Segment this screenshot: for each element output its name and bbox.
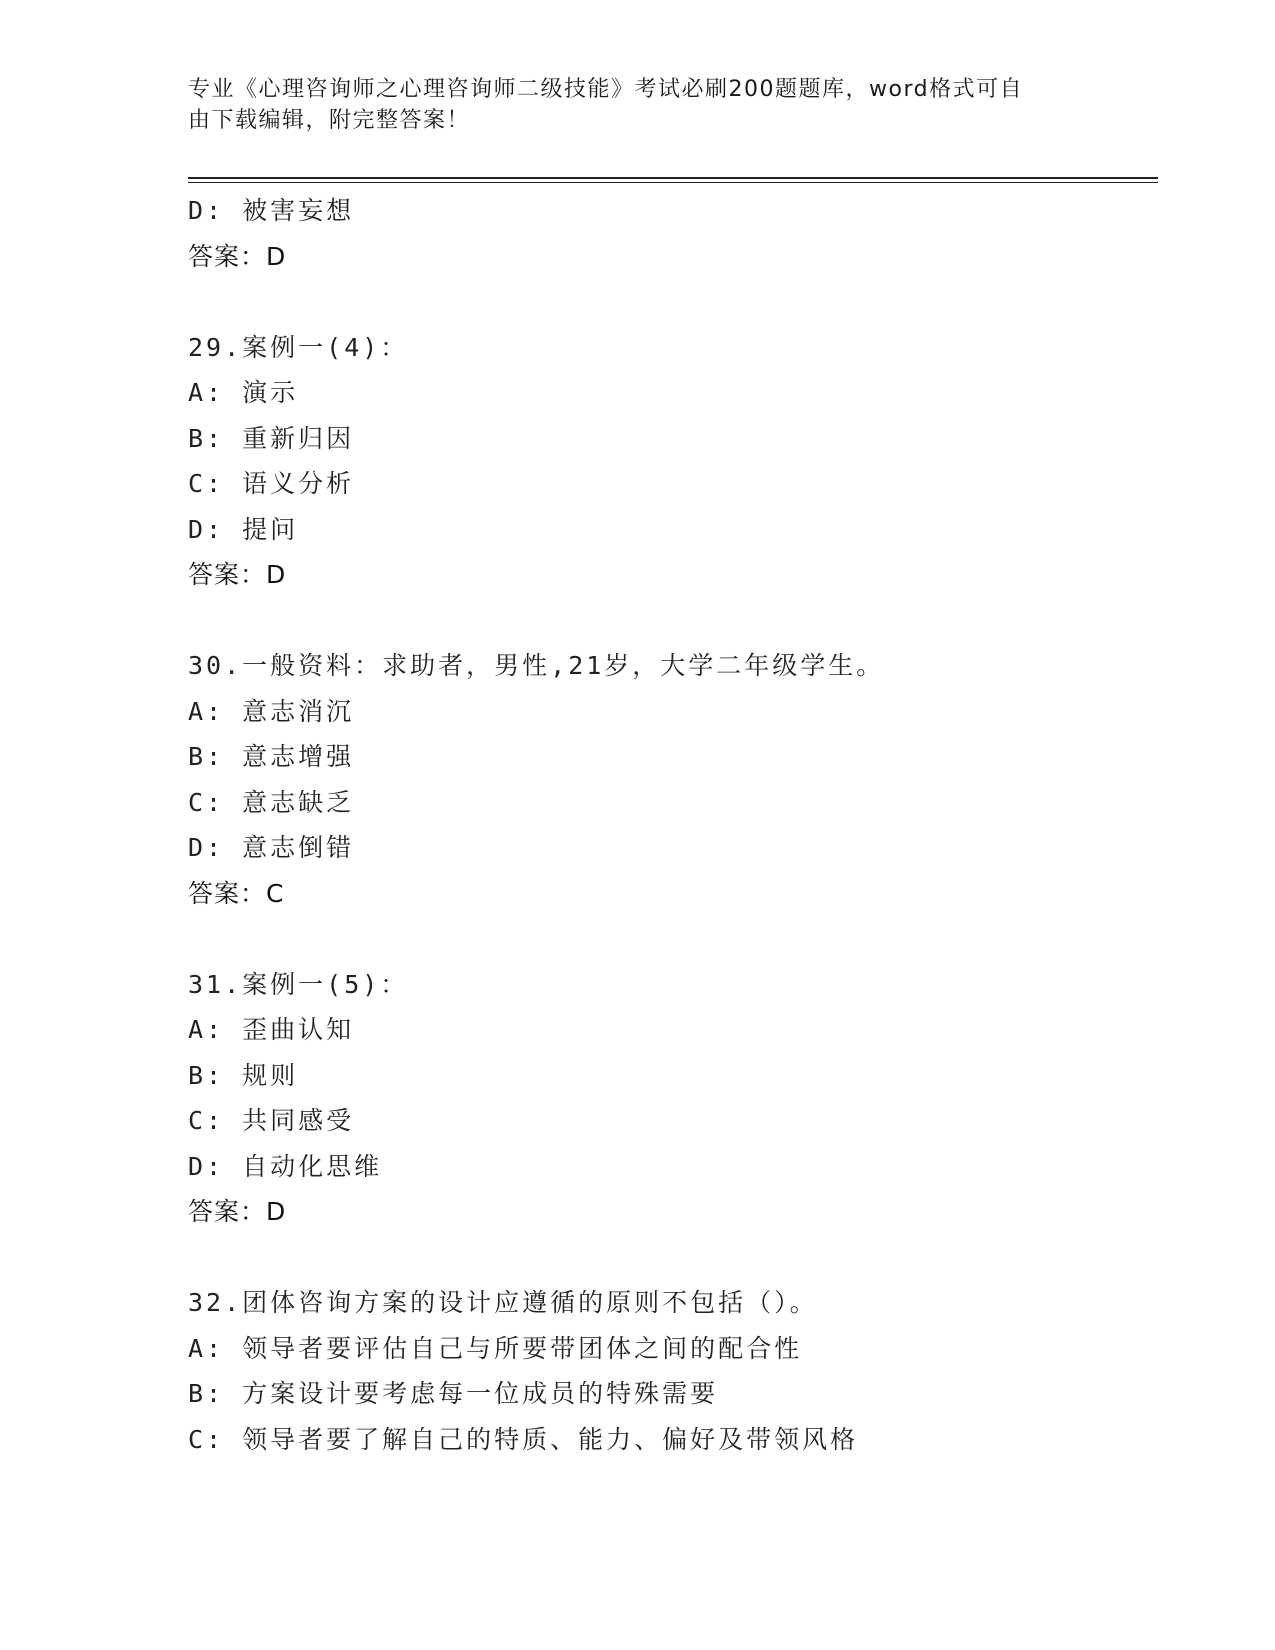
option-c: C: 语义分析 [188,469,355,498]
question-title: 32.团体咨询方案的设计应遵循的原则不包括（）。 [188,1288,818,1317]
header-line-2: 由下载编辑，附完整答案！ [188,108,471,133]
spacer [188,916,1158,962]
answer: 答案：D [188,560,287,589]
spacer [188,279,1158,325]
question-30 [188,643,1158,916]
option-d: D: 自动化思维 [188,1151,383,1181]
question-title: 30.一般资料：求助者，男性,21岁，大学二年级学生。 [188,651,885,680]
document-body [188,188,1158,1462]
option-a: A: 演示 [188,378,299,407]
spacer [188,1235,1158,1281]
question-32 [188,1280,1158,1462]
question-title: 29.案例一(4)： [188,332,409,362]
answer: 答案：D [188,1197,287,1226]
option-b: B: 规则 [188,1060,299,1090]
header-line-1: 专业《心理咨询师之心理咨询师二级技能》考试必刷200题题库，word格式可自 [188,77,1024,102]
answer: 答案：C [188,878,285,908]
question-29 [188,325,1158,598]
option-d: D: 提问 [188,514,299,544]
option-d: D: 被害妄想 [188,196,355,225]
option-b: B: 意志增强 [188,742,355,771]
option-c: C: 意志缺乏 [188,787,355,817]
question-31 [188,962,1158,1235]
option-b: B: 重新归因 [188,423,355,453]
option-a: A: 歪曲认知 [188,1015,355,1044]
option-d: D: 意志倒错 [188,833,355,862]
option-a: A: 领导者要评估自己与所要带团体之间的配合性 [188,1333,803,1363]
answer: 答案：D [188,241,287,271]
option-c: C: 领导者要了解自己的特质、能力、偏好及带领风格 [188,1424,859,1454]
header-divider-thin [188,182,1158,183]
option-a: A: 意志消沉 [188,696,355,726]
spacer [188,598,1158,644]
option-c: C: 共同感受 [188,1106,355,1135]
header-divider-thick [188,177,1158,179]
question-title: 31.案例一(5)： [188,969,409,999]
document-header [188,74,1068,136]
option-b: B: 方案设计要考虑每一位成员的特殊需要 [188,1379,719,1408]
